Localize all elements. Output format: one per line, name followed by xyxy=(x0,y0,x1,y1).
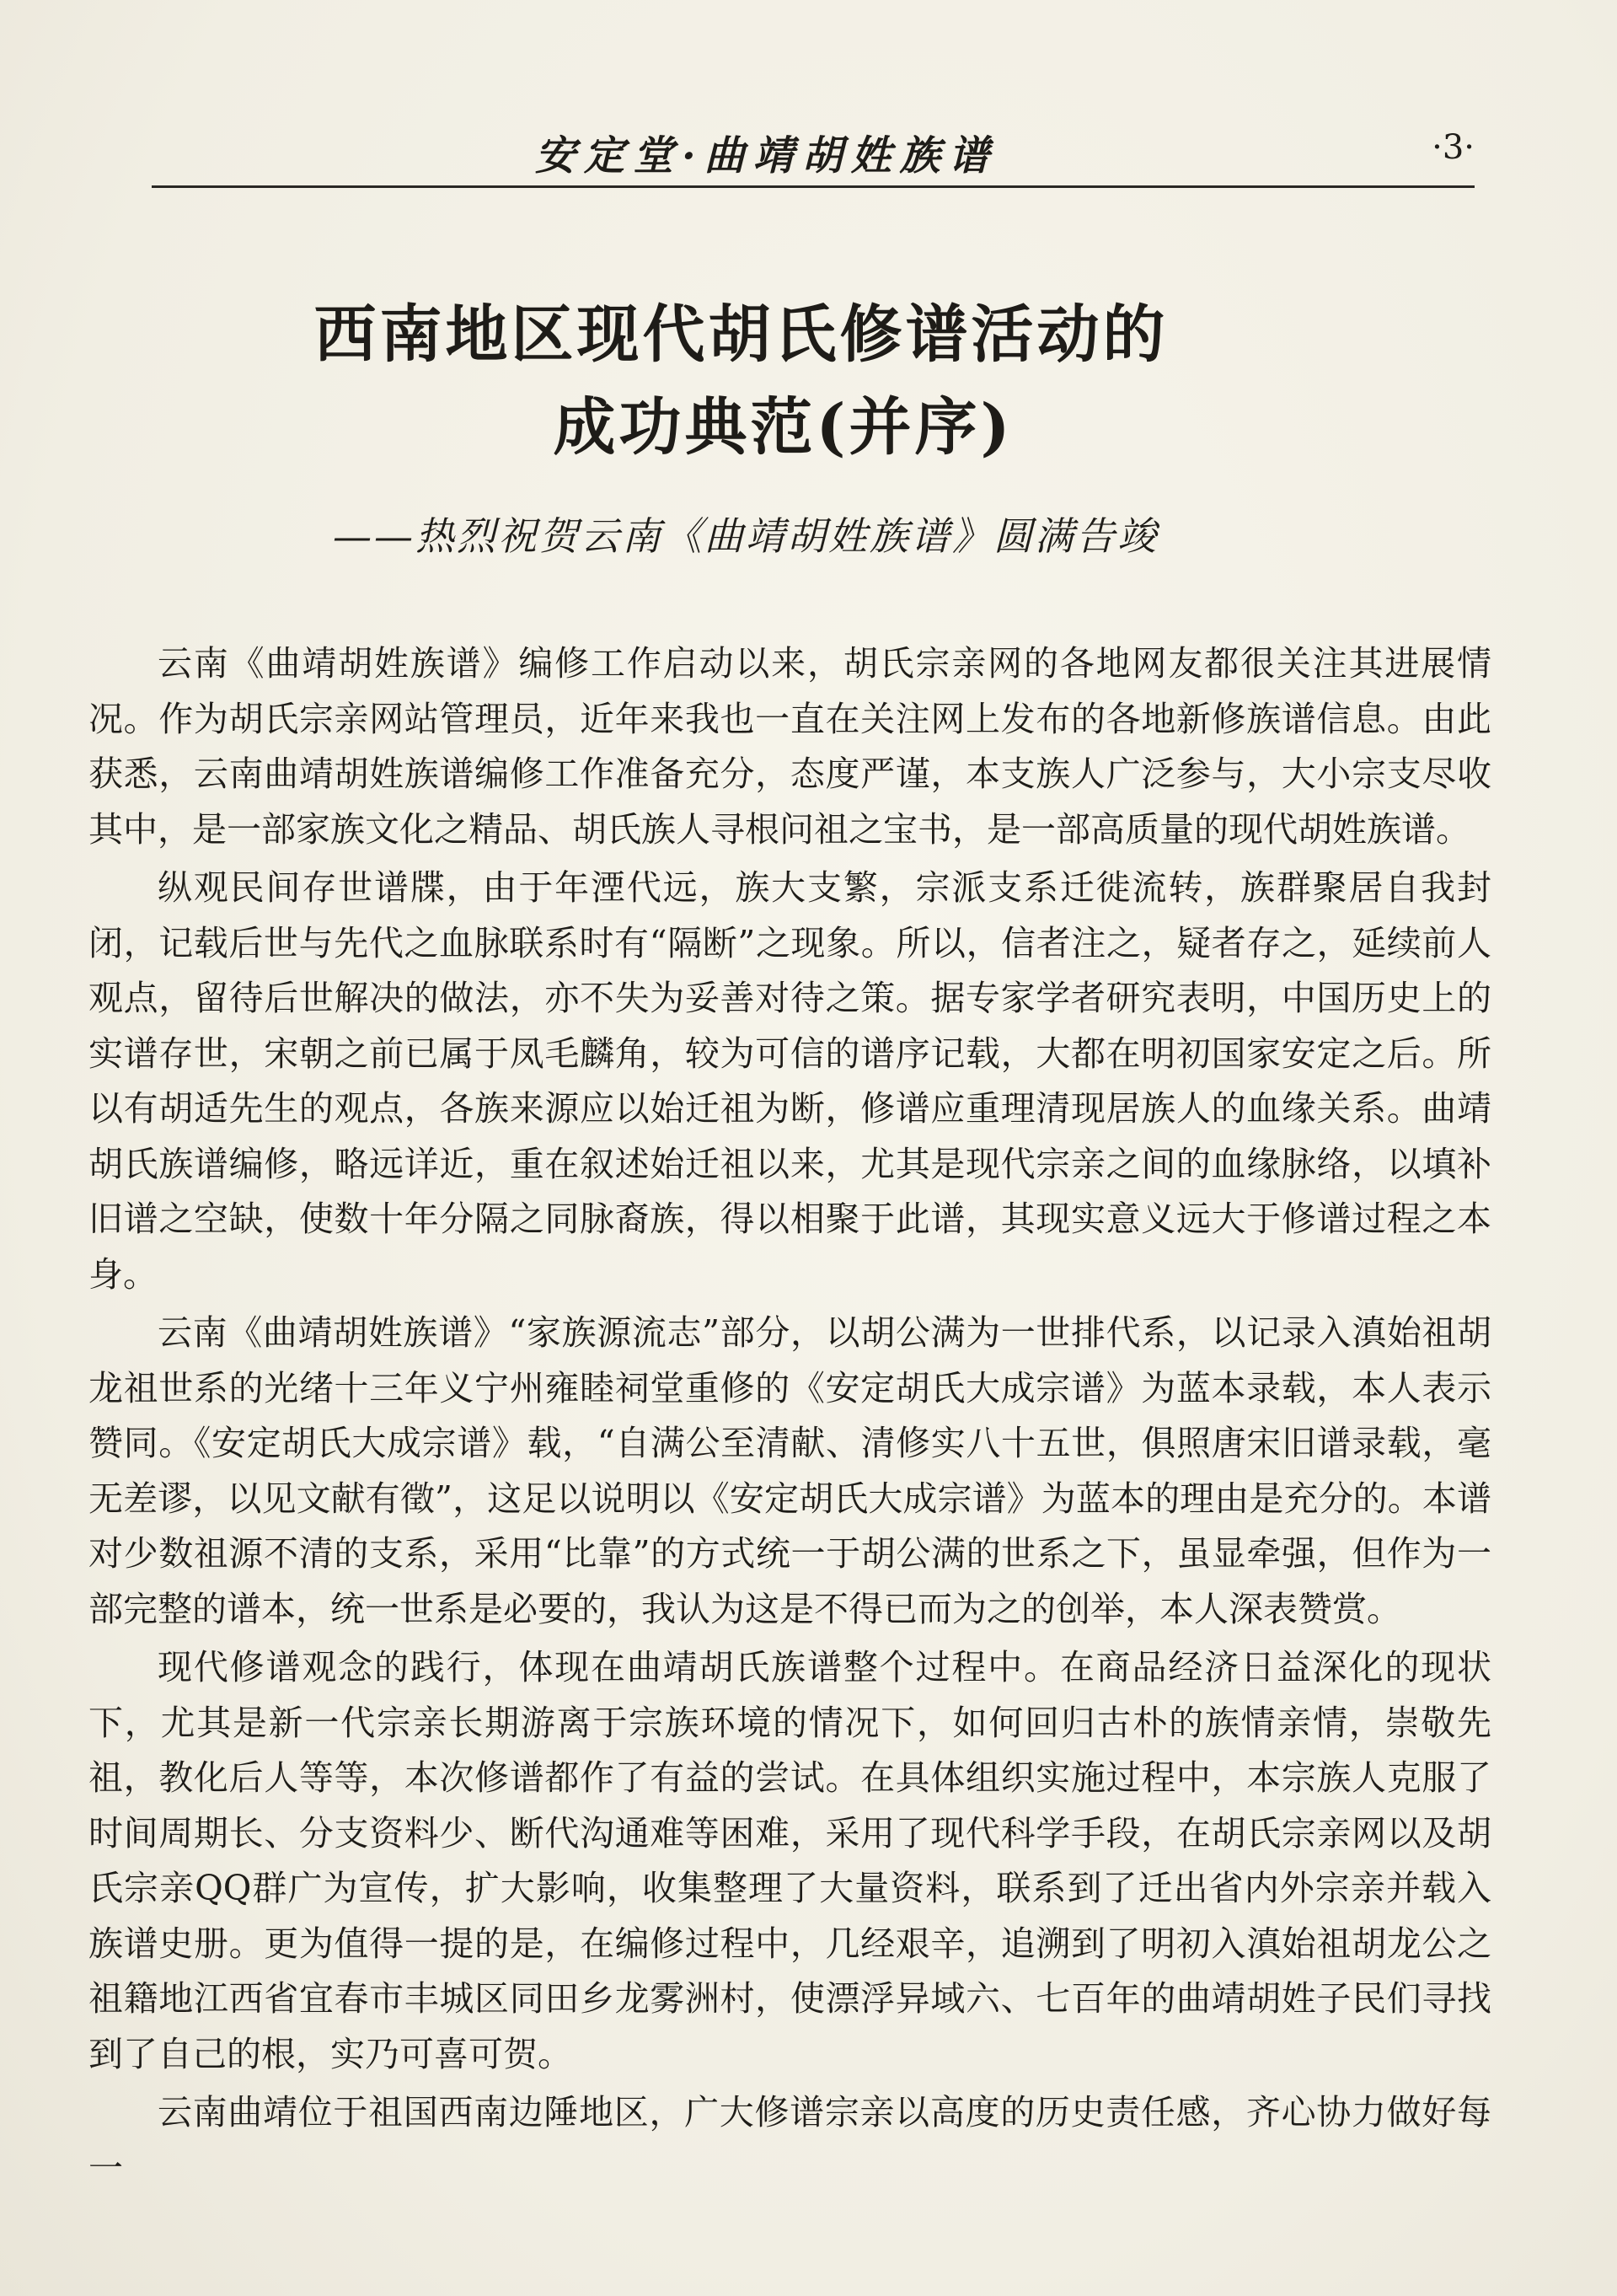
article-title-line-1: 西南地区现代胡氏修谱活动的 xyxy=(313,298,1169,371)
article-body xyxy=(88,636,1491,2199)
paragraph: 云南《曲靖胡姓族谱》编修工作启动以来，胡氏宗亲网的各地网友都很关注其进展情况。作为胡氏宗亲网站管理员，近年来我也一直在关注网上发布的各地新修族谱信息。由此获悉，云南曲靖胡姓族谱编修工作准备充分，态度严谨，本支族人广泛参与，大小宗支尽收其中，是一部家族文化之精品、胡氏族人寻根问祖之宝书，是一部高质量的现代胡姓族谱。 xyxy=(88,643,1491,850)
running-header xyxy=(152,118,1475,188)
running-header-title: 安定堂·曲靖胡姓族谱 xyxy=(535,132,998,180)
paragraph: 现代修谱观念的践行，体现在曲靖胡氏族谱整个过程中。在商品经济日益深化的现状下，尤其是新一代宗亲长期游离于宗族环境的情况下，如何回归古朴的族情亲情，崇敬先祖，教化后人等等，本次修谱都作了有益的尝试。在具体组织实施过程中，本宗族人克服了时间周期长、分支资料少、断代沟通难等困难，采用了现代科学手段，在胡氏宗亲网以及胡氏宗亲QQ群广为宣传，扩大影响，收集整理了大量资料，联系到了迁出省内外宗亲并载入族谱史册。更为值得一提的是，在编修过程中，几经艰辛，追溯到了明初入滇始祖胡龙公之祖籍地江西省宜春市丰城区同田乡龙雾洲村，使漂浮异域六、七百年的曲靖胡姓子民们寻找到了自己的根，实乃可喜可贺。 xyxy=(88,1647,1491,2074)
page-number: ·3· xyxy=(1432,128,1475,167)
article-subtitle: ——热烈祝贺云南《曲靖胡姓族谱》圆满告竣 xyxy=(333,513,1159,559)
paragraph: 纵观民间存世谱牒，由于年湮代远，族大支繁，宗派支系迁徙流转，族群聚居自我封闭，记载后世与先代之血脉联系时有“隔断”之现象。所以，信者注之，疑者存之，延续前人观点，留待后世解决的做法，亦不失为妥善对待之策。据专家学者研究表明，中国历史上的实谱存世，宋朝之前已属于凤毛麟角，较为可信的谱序记载，大都在明初国家安定之后。所以有胡适先生的观点，各族来源应以始迁祖为断，修谱应重理清现居族人的血缘关系。曲靖胡氏族谱编修，略远详近，重在叙述始迁祖以来，尤其是现代宗亲之间的血缘脉络，以填补旧谱之空缺，使数十年分隔之同脉裔族，得以相聚于此谱，其现实意义远大于修谱过程之本身。 xyxy=(88,867,1491,1295)
paragraph: 云南曲靖位于祖国西南边陲地区，广大修谱宗亲以高度的历史责任感，齐心协力做好每一 xyxy=(88,2092,1491,2188)
paragraph: 云南《曲靖胡姓族谱》“家族源流志”部分，以胡公满为一世排代系，以记录入滇始祖胡龙祖世系的光绪十三年义宁州雍睦祠堂重修的《安定胡氏大成宗谱》为蓝本录载，本人表示赞同。《安定胡氏大成宗谱》载，“自满公至清献、清修实八十五世，俱照唐宋旧谱录载，毫无差谬，以见文献有徵”，这足以说明以《安定胡氏大成宗谱》为蓝本的理由是充分的。本谱对少数祖源不清的支系，采用“比靠”的方式统一于胡公满的世系之下，虽显牵强，但作为一部完整的谱本，统一世系是必要的，我认为这是不得已而为之的创举，本人深表赞赏。 xyxy=(88,1312,1491,1629)
article-title-line-2: 成功典范(并序) xyxy=(553,391,1014,464)
